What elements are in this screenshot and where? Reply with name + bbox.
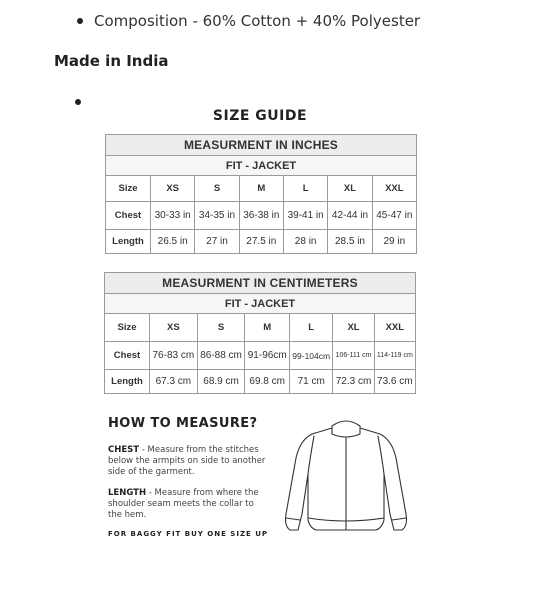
size-col: XL — [333, 314, 374, 342]
table-cell: 28.5 in — [328, 230, 372, 254]
composition-text: Composition - 60% Cotton + 40% Polyester — [94, 12, 421, 30]
table-row — [105, 342, 416, 370]
table-row — [106, 202, 417, 230]
table-heading: MEASURMENT IN CENTIMETERS — [105, 273, 416, 294]
table-cell: 67.3 cm — [150, 370, 198, 394]
row-label: Length — [105, 370, 150, 394]
empty-bullet-dot — [75, 99, 81, 105]
length-label: LENGTH — [108, 488, 147, 498]
size-col: XL — [328, 176, 372, 202]
table-cell: 27 in — [195, 230, 239, 254]
table-cell: 76-83 cm — [150, 342, 198, 370]
table-cell: 42-44 in — [328, 202, 372, 230]
table-cell: 28 in — [283, 230, 327, 254]
size-col: XXL — [374, 314, 415, 342]
made-in-heading: Made in India — [54, 52, 169, 70]
how-to-measure-title: HOW TO MEASURE? — [108, 416, 258, 431]
row-label: Chest — [105, 342, 150, 370]
size-col: L — [290, 314, 333, 342]
chest-text: - Measure from the stitches below the armpits on side to another side of the garment. — [108, 445, 266, 477]
table-cell: 27.5 in — [239, 230, 283, 254]
jacket-illustration — [280, 414, 412, 546]
size-header: Size — [105, 314, 150, 342]
table-cell: 106-111 cm — [333, 342, 374, 370]
size-col: L — [283, 176, 327, 202]
table-heading: MEASURMENT IN INCHES — [106, 135, 417, 156]
size-col: M — [245, 314, 290, 342]
size-col: XXL — [372, 176, 416, 202]
chest-label: CHEST — [108, 445, 140, 455]
size-col: S — [195, 176, 239, 202]
fit-label: FIT - JACKET — [105, 294, 416, 314]
table-cell: 91-96cm — [245, 342, 290, 370]
size-col: S — [197, 314, 245, 342]
table-cell: 68.9 cm — [197, 370, 245, 394]
table-cell: 86-88 cm — [197, 342, 245, 370]
size-col: XS — [151, 176, 195, 202]
row-label: Length — [106, 230, 151, 254]
table-cell: 36-38 in — [239, 202, 283, 230]
table-cell: 69.8 cm — [245, 370, 290, 394]
table-cell: 114-119 cm — [374, 342, 415, 370]
table-cell: 72.3 cm — [333, 370, 374, 394]
table-cell: 26.5 in — [151, 230, 195, 254]
size-header: Size — [106, 176, 151, 202]
size-table-inches — [105, 134, 417, 254]
size-table-centimeters — [104, 272, 416, 394]
table-row — [105, 370, 416, 394]
length-text: - Measure from where the shoulder seam meets the collar to the hem. — [108, 488, 259, 520]
bullet-dot — [77, 18, 83, 24]
row-label: Chest — [106, 202, 151, 230]
composition-bullet — [0, 0, 556, 40]
size-guide-title: SIZE GUIDE — [212, 108, 308, 124]
table-cell: 39-41 in — [283, 202, 327, 230]
baggy-fit-note: FOR BAGGY FIT BUY ONE SIZE UP — [108, 530, 269, 538]
chest-instructions — [108, 445, 268, 478]
size-col: XS — [150, 314, 198, 342]
table-cell: 73.6 cm — [374, 370, 415, 394]
table-row — [106, 230, 417, 254]
table-cell: 29 in — [372, 230, 416, 254]
table-cell: 30-33 in — [151, 202, 195, 230]
length-instructions — [108, 488, 268, 521]
fit-label: FIT - JACKET — [106, 156, 417, 176]
size-col: M — [239, 176, 283, 202]
table-cell: 45-47 in — [372, 202, 416, 230]
table-cell: 99-104cm — [290, 342, 333, 370]
table-cell: 71 cm — [290, 370, 333, 394]
table-cell: 34-35 in — [195, 202, 239, 230]
